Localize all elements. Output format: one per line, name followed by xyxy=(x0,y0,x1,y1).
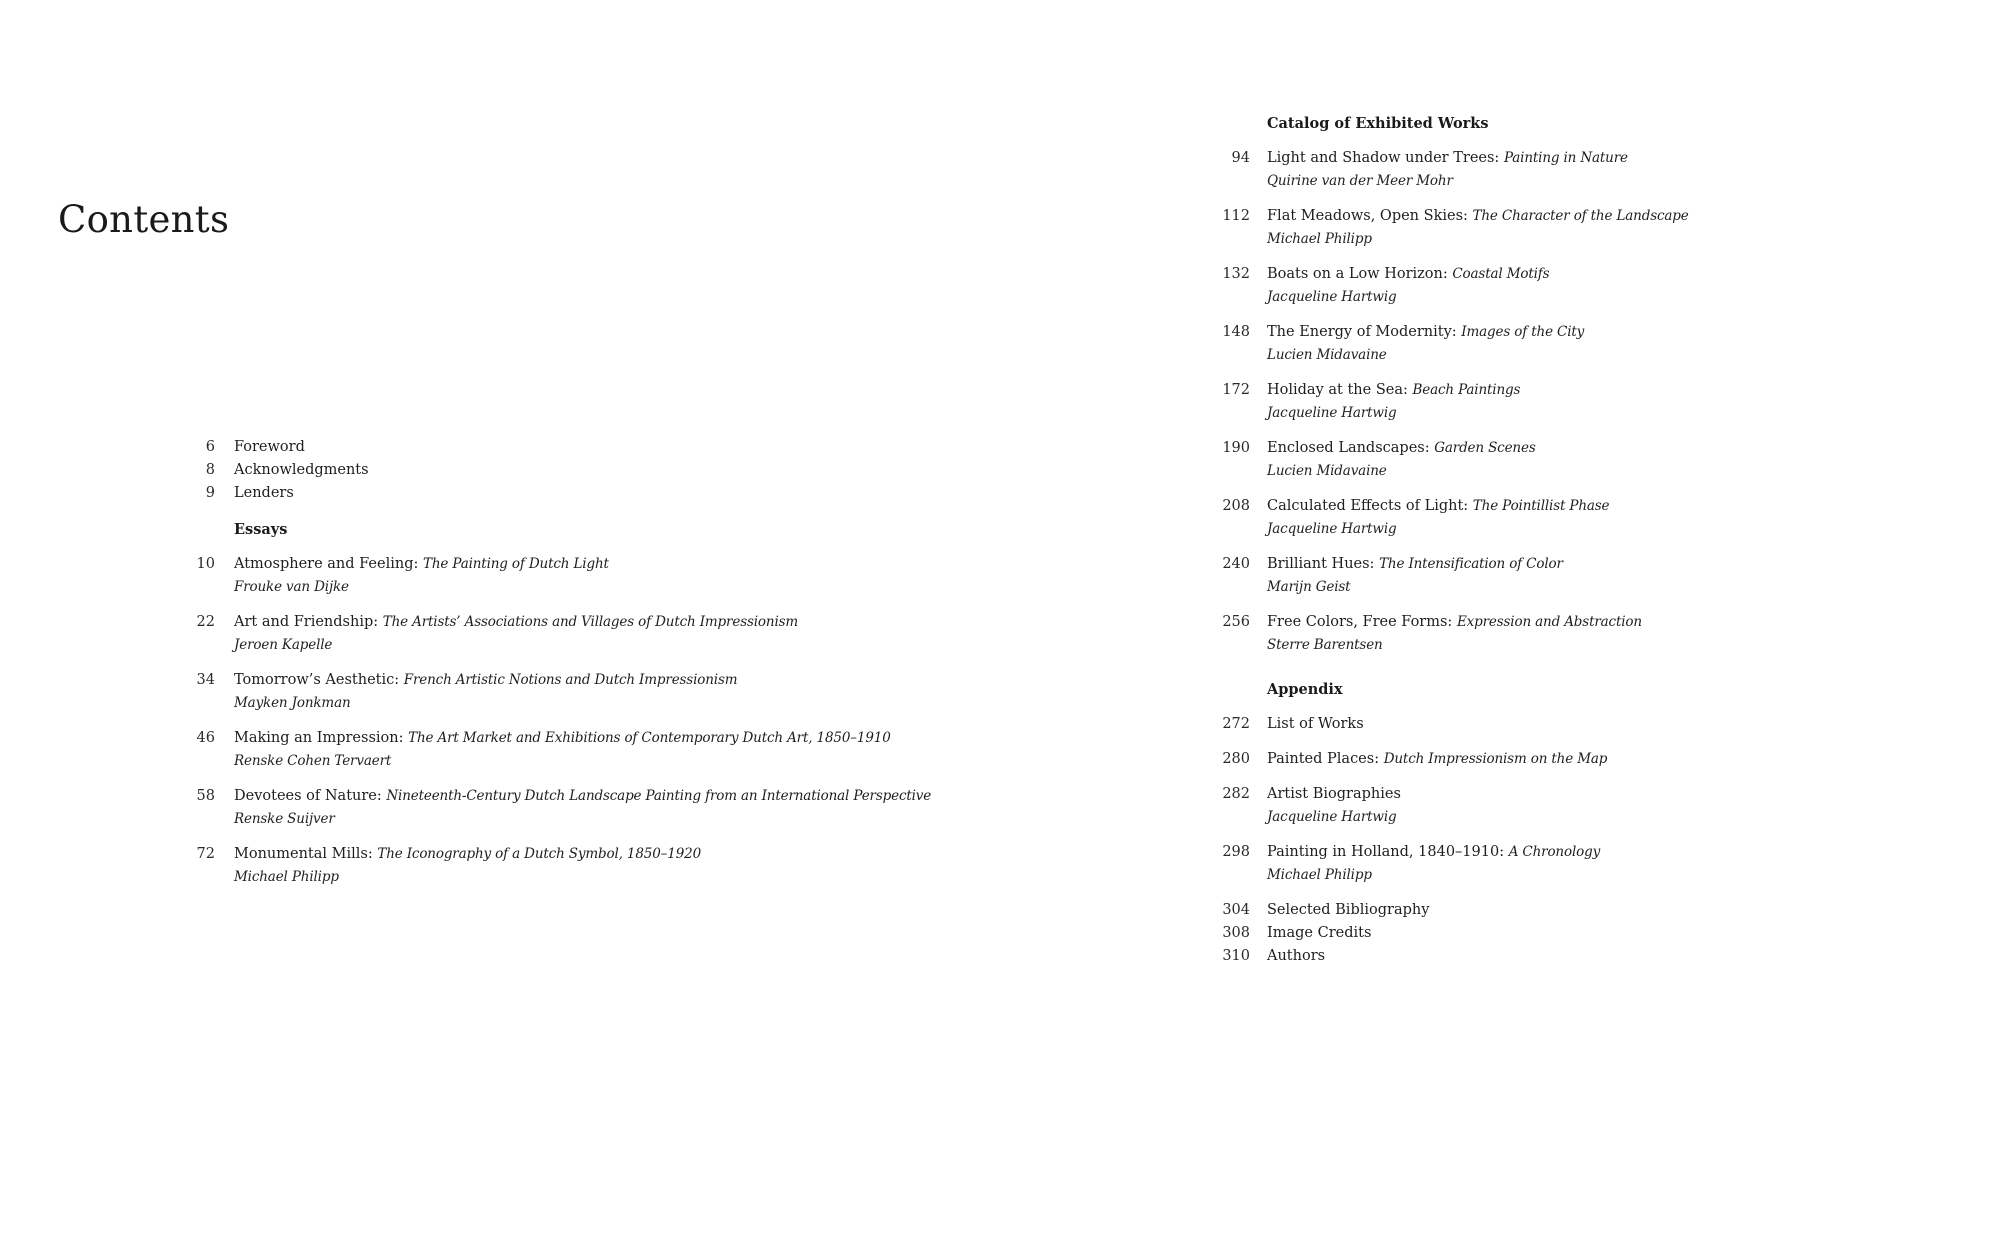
entry-title: Lenders xyxy=(234,485,294,501)
entry-title: Enclosed Landscapes: xyxy=(1267,440,1435,456)
entry-subtitle: The Intensification of Color xyxy=(1379,556,1563,572)
entry-author: Michael Philipp xyxy=(1267,231,1372,247)
page-number: 8 xyxy=(205,462,215,478)
entry-body xyxy=(1267,321,1584,367)
page-number: 256 xyxy=(1222,614,1250,630)
entry-subtitle: The Character of the Landscape xyxy=(1472,208,1689,224)
page-number: 9 xyxy=(205,485,215,501)
entry-subtitle: The Art Market and Exhibitions of Contemporary Dutch Art, 1850–1910 xyxy=(408,730,891,746)
page-number: 58 xyxy=(196,788,215,804)
entry-title-line xyxy=(1267,147,1628,170)
entry-title: Flat Meadows, Open Skies: xyxy=(1267,208,1473,224)
entry-body xyxy=(1267,147,1628,193)
page-number: 190 xyxy=(1222,440,1250,456)
entry-author: Sterre Barentsen xyxy=(1267,637,1383,653)
entry-subtitle: Painting in Nature xyxy=(1503,150,1628,166)
page-number: 46 xyxy=(196,730,215,746)
entry-title-line xyxy=(1267,841,1600,864)
entry-title: Artist Biographies xyxy=(1267,786,1401,802)
entry-body xyxy=(1267,263,1549,309)
entry-subtitle: Images of the City xyxy=(1461,324,1585,340)
page-number: 22 xyxy=(196,614,215,630)
entry-title-line xyxy=(1267,611,1642,634)
page-number: 282 xyxy=(1222,786,1250,802)
entry-title: Devotees of Nature: xyxy=(234,788,387,804)
entry-title: Boats on a Low Horizon: xyxy=(1267,266,1453,282)
entry-body xyxy=(234,436,305,459)
entry-body xyxy=(1267,713,1364,736)
page-number: 280 xyxy=(1222,751,1250,767)
section-heading: Appendix xyxy=(1267,681,1343,698)
entry-title-line xyxy=(1267,899,1429,922)
entry-title: Painting in Holland, 1840–1910: xyxy=(1267,844,1509,860)
entry-body xyxy=(234,482,294,505)
entry-body xyxy=(1267,437,1536,483)
entry-body xyxy=(234,727,891,773)
entry-author: Quirine van der Meer Mohr xyxy=(1267,173,1453,189)
entry-author: Jeroen Kapelle xyxy=(234,637,333,653)
entry-body xyxy=(1267,899,1429,922)
entry-subtitle: Garden Scenes xyxy=(1434,440,1536,456)
entry-body xyxy=(234,843,701,889)
page-number: 72 xyxy=(196,846,215,862)
entry-title-line xyxy=(234,553,609,576)
entry-title: Light and Shadow under Trees: xyxy=(1267,150,1504,166)
page-number: 148 xyxy=(1222,324,1250,340)
entry-author: Lucien Midavaine xyxy=(1267,347,1387,363)
entry-title-line xyxy=(234,843,701,866)
entry-title: Image Credits xyxy=(1267,925,1372,941)
section-heading: Essays xyxy=(234,521,288,538)
entry-title: Making an Impression: xyxy=(234,730,409,746)
entry-title-line xyxy=(1267,321,1584,344)
entry-body xyxy=(1267,611,1642,657)
entry-title-line xyxy=(1267,713,1364,736)
entry-subtitle: Coastal Motifs xyxy=(1452,266,1550,282)
entry-body xyxy=(1267,922,1371,945)
entry-subtitle: Expression and Abstraction xyxy=(1456,614,1642,630)
entry-title: The Energy of Modernity: xyxy=(1267,324,1462,340)
entry-author: Jacqueline Hartwig xyxy=(1267,405,1397,421)
entry-body xyxy=(1267,783,1401,829)
entry-body xyxy=(234,785,931,831)
entry-title: Calculated Effects of Light: xyxy=(1267,498,1473,514)
page-number: 272 xyxy=(1222,716,1250,732)
entry-subtitle: A Chronology xyxy=(1508,844,1601,860)
entry-author: Michael Philipp xyxy=(1267,867,1372,883)
entry-body xyxy=(1267,748,1607,771)
page-number: 304 xyxy=(1222,902,1250,918)
entry-author: Frouke van Dijke xyxy=(234,579,349,595)
entry-title-line xyxy=(1267,945,1325,968)
entry-body xyxy=(234,459,369,482)
entry-body xyxy=(234,553,609,599)
entry-author: Mayken Jonkman xyxy=(234,695,351,711)
entry-title-line xyxy=(1267,783,1401,806)
page-number: 94 xyxy=(1231,150,1250,166)
page-number: 112 xyxy=(1222,208,1250,224)
page-number: 308 xyxy=(1222,925,1250,941)
entry-subtitle: French Artistic Notions and Dutch Impressionism xyxy=(403,672,738,688)
entry-subtitle: Dutch Impressionism on the Map xyxy=(1383,751,1608,767)
entry-title-line xyxy=(1267,495,1609,518)
page-number: 6 xyxy=(205,439,215,455)
section-heading: Catalog of Exhibited Works xyxy=(1267,115,1489,132)
entry-body xyxy=(1267,495,1609,541)
entry-body xyxy=(234,669,737,715)
entry-title: Free Colors, Free Forms: xyxy=(1267,614,1457,630)
page-number: 208 xyxy=(1222,498,1250,514)
entry-subtitle: Beach Paintings xyxy=(1412,382,1521,398)
page-number: 298 xyxy=(1222,844,1250,860)
entry-title-line xyxy=(234,611,798,634)
entry-subtitle: Nineteenth-Century Dutch Landscape Painting from an International Perspective xyxy=(386,788,932,804)
entry-body xyxy=(234,611,798,657)
entry-body xyxy=(1267,945,1325,968)
entry-title: Monumental Mills: xyxy=(234,846,378,862)
entry-title-line xyxy=(1267,263,1549,286)
page-number: 132 xyxy=(1222,266,1250,282)
page-number: 10 xyxy=(196,556,215,572)
entry-title: Tomorrow’s Aesthetic: xyxy=(234,672,404,688)
entry-author: Lucien Midavaine xyxy=(1267,463,1387,479)
entry-title: Selected Bibliography xyxy=(1267,902,1430,918)
entry-title: Foreword xyxy=(234,439,305,455)
entry-body xyxy=(1267,841,1600,887)
entry-title-line xyxy=(234,669,737,692)
entry-title: Authors xyxy=(1267,948,1326,964)
entry-subtitle: The Iconography of a Dutch Symbol, 1850–1920 xyxy=(377,846,702,862)
entry-author: Jacqueline Hartwig xyxy=(1267,809,1397,825)
entry-author: Michael Philipp xyxy=(234,869,339,885)
entry-title: Art and Friendship: xyxy=(234,614,383,630)
entry-title: Acknowledgments xyxy=(234,462,369,478)
entry-title-line xyxy=(1267,748,1607,771)
entry-title-line xyxy=(1267,379,1520,402)
entry-author: Jacqueline Hartwig xyxy=(1267,521,1397,537)
page-number: 172 xyxy=(1222,382,1250,398)
entry-title-line xyxy=(1267,922,1371,945)
entry-title: Holiday at the Sea: xyxy=(1267,382,1413,398)
entry-title: Atmosphere and Feeling: xyxy=(234,556,423,572)
entry-author: Jacqueline Hartwig xyxy=(1267,289,1397,305)
page-number: 34 xyxy=(196,672,215,688)
entry-author: Renske Suijver xyxy=(234,811,335,827)
page-number: 240 xyxy=(1222,556,1250,572)
entry-title-line xyxy=(234,727,891,750)
entry-body xyxy=(1267,205,1689,251)
entry-title: Brilliant Hues: xyxy=(1267,556,1380,572)
entry-body xyxy=(1267,553,1563,599)
entry-title-line xyxy=(234,785,931,808)
entry-title-line xyxy=(234,482,294,505)
entry-title-line xyxy=(234,459,369,482)
entry-body xyxy=(1267,379,1520,425)
page-number: 310 xyxy=(1222,948,1250,964)
entry-subtitle: The Artists’ Associations and Villages of Dutch Impressionism xyxy=(382,614,799,630)
entry-author: Renske Cohen Tervaert xyxy=(234,753,392,769)
entry-title: List of Works xyxy=(1267,716,1364,732)
page-title: Contents xyxy=(58,198,230,241)
entry-title-line xyxy=(1267,553,1563,576)
entry-author: Marijn Geist xyxy=(1267,579,1351,595)
entry-title-line xyxy=(234,436,305,459)
entry-subtitle: The Pointillist Phase xyxy=(1472,498,1610,514)
entry-title-line xyxy=(1267,437,1536,460)
entry-title: Painted Places: xyxy=(1267,751,1384,767)
entry-subtitle: The Painting of Dutch Light xyxy=(422,556,609,572)
entry-title-line xyxy=(1267,205,1689,228)
